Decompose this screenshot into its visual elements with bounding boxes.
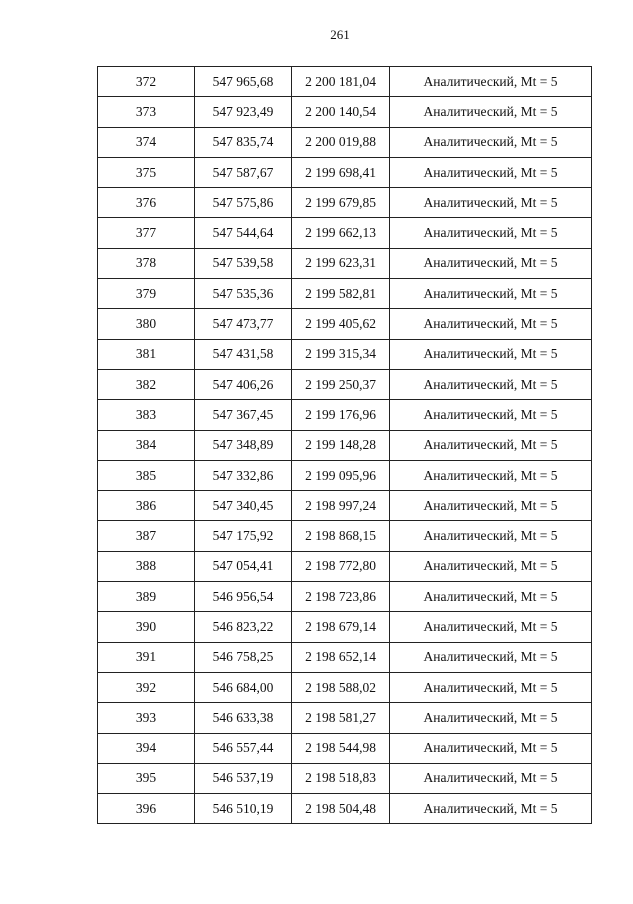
y-coordinate-cell: 2 198 581,27 [292, 703, 390, 733]
table-row [98, 763, 592, 793]
point-number-cell: 388 [98, 551, 195, 581]
method-cell: Аналитический, Mt = 5 [390, 218, 592, 248]
method-cell: Аналитический, Mt = 5 [390, 491, 592, 521]
table-row [98, 460, 592, 490]
point-number-cell: 379 [98, 279, 195, 309]
point-number-cell: 377 [98, 218, 195, 248]
x-coordinate-cell: 547 340,45 [195, 491, 292, 521]
x-coordinate-cell: 546 823,22 [195, 612, 292, 642]
y-coordinate-cell: 2 199 679,85 [292, 188, 390, 218]
table-row [98, 612, 592, 642]
point-number-cell: 385 [98, 460, 195, 490]
y-coordinate-cell: 2 198 772,80 [292, 551, 390, 581]
x-coordinate-cell: 546 633,38 [195, 703, 292, 733]
x-coordinate-cell: 546 557,44 [195, 733, 292, 763]
point-number-cell: 394 [98, 733, 195, 763]
table-row [98, 248, 592, 278]
y-coordinate-cell: 2 199 148,28 [292, 430, 390, 460]
method-cell: Аналитический, Mt = 5 [390, 430, 592, 460]
point-number-cell: 381 [98, 339, 195, 369]
point-number-cell: 382 [98, 369, 195, 399]
point-number-cell: 395 [98, 763, 195, 793]
page-number: 261 [330, 27, 350, 42]
y-coordinate-cell: 2 199 250,37 [292, 369, 390, 399]
x-coordinate-cell: 547 175,92 [195, 521, 292, 551]
table-row [98, 794, 592, 824]
table-row [98, 400, 592, 430]
table-row [98, 672, 592, 702]
point-number-cell: 387 [98, 521, 195, 551]
y-coordinate-cell: 2 199 662,13 [292, 218, 390, 248]
x-coordinate-cell: 547 544,64 [195, 218, 292, 248]
table-row [98, 218, 592, 248]
method-cell: Аналитический, Mt = 5 [390, 612, 592, 642]
method-cell: Аналитический, Mt = 5 [390, 157, 592, 187]
y-coordinate-cell: 2 200 181,04 [292, 67, 390, 97]
y-coordinate-cell: 2 200 019,88 [292, 127, 390, 157]
coordinates-table [97, 66, 592, 824]
table-row [98, 127, 592, 157]
x-coordinate-cell: 547 332,86 [195, 460, 292, 490]
table-row [98, 703, 592, 733]
x-coordinate-cell: 547 348,89 [195, 430, 292, 460]
x-coordinate-cell: 546 510,19 [195, 794, 292, 824]
coordinates-table-body [98, 67, 592, 824]
point-number-cell: 386 [98, 491, 195, 521]
method-cell: Аналитический, Mt = 5 [390, 672, 592, 702]
point-number-cell: 383 [98, 400, 195, 430]
method-cell: Аналитический, Mt = 5 [390, 369, 592, 399]
table-row [98, 369, 592, 399]
method-cell: Аналитический, Mt = 5 [390, 127, 592, 157]
point-number-cell: 380 [98, 309, 195, 339]
point-number-cell: 389 [98, 582, 195, 612]
y-coordinate-cell: 2 198 997,24 [292, 491, 390, 521]
x-coordinate-cell: 546 684,00 [195, 672, 292, 702]
table-row [98, 430, 592, 460]
method-cell: Аналитический, Mt = 5 [390, 339, 592, 369]
method-cell: Аналитический, Mt = 5 [390, 763, 592, 793]
point-number-cell: 392 [98, 672, 195, 702]
table-row [98, 582, 592, 612]
y-coordinate-cell: 2 198 588,02 [292, 672, 390, 702]
x-coordinate-cell: 547 965,68 [195, 67, 292, 97]
method-cell: Аналитический, Mt = 5 [390, 703, 592, 733]
x-coordinate-cell: 547 535,36 [195, 279, 292, 309]
table-row [98, 309, 592, 339]
table-row [98, 67, 592, 97]
method-cell: Аналитический, Mt = 5 [390, 309, 592, 339]
x-coordinate-cell: 547 587,67 [195, 157, 292, 187]
method-cell: Аналитический, Mt = 5 [390, 551, 592, 581]
point-number-cell: 378 [98, 248, 195, 278]
x-coordinate-cell: 547 835,74 [195, 127, 292, 157]
point-number-cell: 375 [98, 157, 195, 187]
table-row [98, 188, 592, 218]
y-coordinate-cell: 2 199 623,31 [292, 248, 390, 278]
point-number-cell: 391 [98, 642, 195, 672]
method-cell: Аналитический, Mt = 5 [390, 582, 592, 612]
x-coordinate-cell: 546 537,19 [195, 763, 292, 793]
method-cell: Аналитический, Mt = 5 [390, 460, 592, 490]
table-row [98, 642, 592, 672]
y-coordinate-cell: 2 199 582,81 [292, 279, 390, 309]
table-row [98, 279, 592, 309]
table-row [98, 157, 592, 187]
y-coordinate-cell: 2 198 868,15 [292, 521, 390, 551]
x-coordinate-cell: 547 923,49 [195, 97, 292, 127]
y-coordinate-cell: 2 198 679,14 [292, 612, 390, 642]
method-cell: Аналитический, Mt = 5 [390, 521, 592, 551]
point-number-cell: 376 [98, 188, 195, 218]
x-coordinate-cell: 546 758,25 [195, 642, 292, 672]
method-cell: Аналитический, Mt = 5 [390, 248, 592, 278]
x-coordinate-cell: 547 367,45 [195, 400, 292, 430]
method-cell: Аналитический, Mt = 5 [390, 642, 592, 672]
point-number-cell: 372 [98, 67, 195, 97]
x-coordinate-cell: 546 956,54 [195, 582, 292, 612]
x-coordinate-cell: 547 473,77 [195, 309, 292, 339]
point-number-cell: 374 [98, 127, 195, 157]
y-coordinate-cell: 2 198 723,86 [292, 582, 390, 612]
x-coordinate-cell: 547 431,58 [195, 339, 292, 369]
y-coordinate-cell: 2 199 405,62 [292, 309, 390, 339]
method-cell: Аналитический, Mt = 5 [390, 188, 592, 218]
y-coordinate-cell: 2 200 140,54 [292, 97, 390, 127]
y-coordinate-cell: 2 199 315,34 [292, 339, 390, 369]
y-coordinate-cell: 2 198 544,98 [292, 733, 390, 763]
point-number-cell: 396 [98, 794, 195, 824]
x-coordinate-cell: 547 539,58 [195, 248, 292, 278]
y-coordinate-cell: 2 198 652,14 [292, 642, 390, 672]
method-cell: Аналитический, Mt = 5 [390, 733, 592, 763]
y-coordinate-cell: 2 199 095,96 [292, 460, 390, 490]
method-cell: Аналитический, Mt = 5 [390, 400, 592, 430]
x-coordinate-cell: 547 575,86 [195, 188, 292, 218]
method-cell: Аналитический, Mt = 5 [390, 279, 592, 309]
y-coordinate-cell: 2 198 518,83 [292, 763, 390, 793]
x-coordinate-cell: 547 054,41 [195, 551, 292, 581]
table-row [98, 339, 592, 369]
point-number-cell: 384 [98, 430, 195, 460]
table-row [98, 97, 592, 127]
point-number-cell: 373 [98, 97, 195, 127]
method-cell: Аналитический, Mt = 5 [390, 794, 592, 824]
y-coordinate-cell: 2 199 176,96 [292, 400, 390, 430]
table-row [98, 521, 592, 551]
table-row [98, 491, 592, 521]
method-cell: Аналитический, Mt = 5 [390, 67, 592, 97]
table-row [98, 551, 592, 581]
point-number-cell: 390 [98, 612, 195, 642]
table-row [98, 733, 592, 763]
y-coordinate-cell: 2 198 504,48 [292, 794, 390, 824]
point-number-cell: 393 [98, 703, 195, 733]
y-coordinate-cell: 2 199 698,41 [292, 157, 390, 187]
x-coordinate-cell: 547 406,26 [195, 369, 292, 399]
method-cell: Аналитический, Mt = 5 [390, 97, 592, 127]
